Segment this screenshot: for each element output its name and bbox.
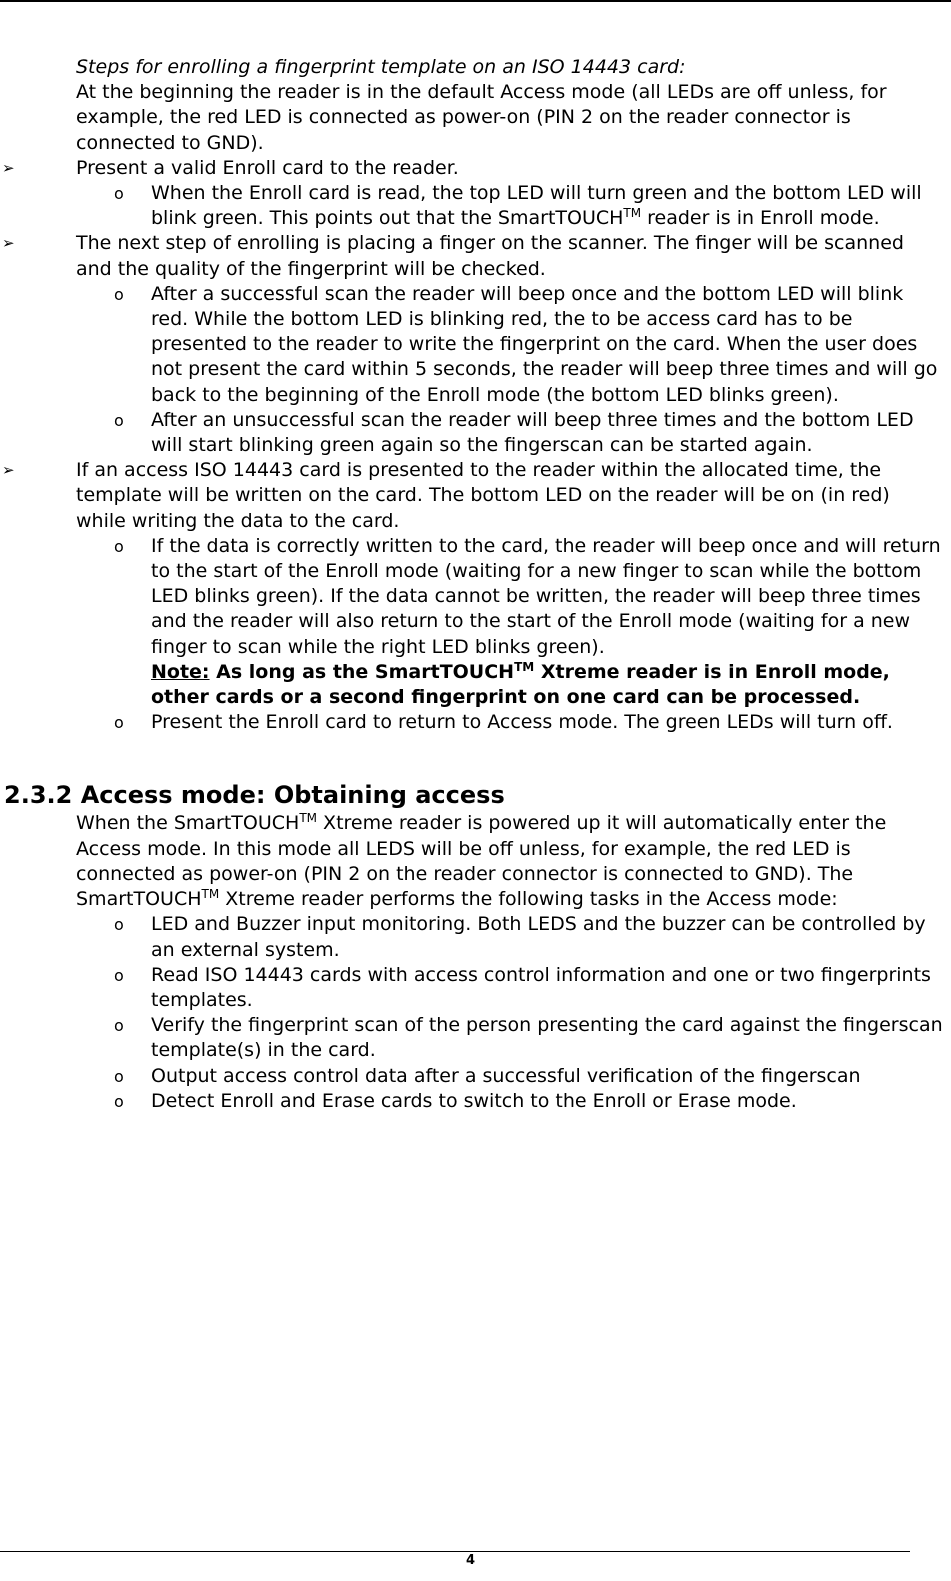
page-body — [0, 55, 951, 1114]
header-rule — [0, 0, 951, 2]
enroll-step-text: Present a valid Enroll card to the reader. — [76, 156, 459, 179]
circle-bullet-icon: o — [114, 965, 124, 985]
trademark-mark: TM — [201, 887, 220, 902]
circle-bullet-icon: o — [114, 1016, 124, 1036]
enroll-substep — [0, 710, 951, 735]
enroll-substep — [0, 181, 951, 231]
enroll-step-text: The next step of enrolling is placing a finger on the scanner. The finger will be scanned and the quality of the fingerprint will be checked. — [76, 232, 904, 280]
task-text: Verify the fingerprint scan of the person presenting the card against the fingerscan template(s) in the card. — [151, 1014, 943, 1062]
trademark-mark: TM — [514, 659, 535, 674]
enroll-step — [0, 458, 951, 534]
enroll-intro-paragraph: At the beginning the reader is in the default Access mode (all LEDs are off unless, for example, the red LED is connected as power-on (PIN 2 on the reader connector is connected to GND). — [76, 81, 887, 154]
note-label: Note: — [151, 660, 210, 683]
section-heading: 2.3.2 Access mode: Obtaining access — [4, 781, 505, 810]
enroll-substep — [0, 534, 951, 710]
arrow-bullet-icon: ➢ — [2, 234, 15, 253]
task-text: Detect Enroll and Erase cards to switch to the Enroll or Erase mode. — [151, 1089, 797, 1112]
arrow-bullet-icon: ➢ — [2, 461, 15, 480]
substep-text: When the Enroll card is read, the top LED will turn green and the bottom LED will blink green. This points out that the SmartTOUCH™ reader is in Enroll mode. — [151, 182, 922, 230]
access-task — [0, 1089, 951, 1114]
enroll-note: Note: As long as the SmartTOUCH™ Xtreme reader is in Enroll mode, other cards or a second fingerprint on one card can be processed. — [151, 659, 890, 709]
enroll-steps-title: Steps for enrolling a fingerprint template on an ISO 14443 card: — [76, 56, 686, 78]
task-text: LED and Buzzer input monitoring. Both LEDS and the buzzer can be controlled by an external system. — [151, 913, 926, 961]
footer-rule — [0, 1551, 910, 1552]
access-task — [0, 912, 951, 962]
circle-bullet-icon: o — [114, 184, 124, 204]
access-intro-paragraph: When the SmartTOUCH™ Xtreme reader is powered up it will automatically enter the Access mode. In this mode all LEDS will be off unless, for example, the red LED is connected as power-on (PIN 2 on the reader connector is connected to GND). The SmartTOUCH™ Xtreme reader performs the following tasks in the Access mode: — [76, 811, 887, 911]
enroll-substep — [0, 282, 951, 408]
access-task — [0, 1013, 951, 1063]
enroll-substep — [0, 408, 951, 458]
substep-text: After a successful scan the reader will beep once and the bottom LED will blink red. While the bottom LED is blinking red, the to be access card has to be presented to the reader to write the fingerprint on the card. When the user does not present the card within 5 seconds, the reader will beep three times and will go back to the beginning of the Enroll mode (the bottom LED blinks green). — [151, 282, 938, 406]
trademark-mark: TM — [623, 206, 642, 221]
enroll-step — [0, 156, 951, 181]
enroll-step-text: If an access ISO 14443 card is presented to the reader within the allocated time, the template will be written on the card. The bottom LED on the reader will be on (in red) while writing the data to the card. — [76, 459, 890, 532]
substep-text: Present the Enroll card to return to Access mode. The green LEDs will turn off. — [151, 711, 893, 734]
task-text: Output access control data after a successful verification of the fingerscan — [151, 1064, 861, 1087]
circle-bullet-icon: o — [114, 1066, 124, 1086]
arrow-bullet-icon: ➢ — [2, 158, 15, 177]
circle-bullet-icon: o — [114, 915, 124, 935]
circle-bullet-icon: o — [114, 410, 124, 430]
access-task — [0, 963, 951, 1013]
circle-bullet-icon: o — [114, 536, 124, 556]
substep-text: If the data is correctly written to the card, the reader will beep once and will return to the start of the Enroll mode (waiting for a new finger to scan while the bottom LED blinks green). If the data cannot be written, the reader will beep three times and the reader will also return to the start of the Enroll mode (waiting for a new finger to scan while the right LED blinks green). — [151, 534, 941, 658]
circle-bullet-icon: o — [114, 713, 124, 733]
enroll-step — [0, 231, 951, 281]
page-number: 4 — [466, 1553, 476, 1568]
access-task — [0, 1064, 951, 1089]
substep-text: After an unsuccessful scan the reader will beep three times and the bottom LED will start blinking green again so the fingerscan can be started again. — [151, 408, 914, 457]
circle-bullet-icon: o — [114, 1091, 124, 1111]
circle-bullet-icon: o — [114, 284, 124, 304]
task-text: Read ISO 14443 cards with access control information and one or two fingerprints templates. — [151, 963, 931, 1011]
trademark-mark: TM — [299, 811, 318, 826]
